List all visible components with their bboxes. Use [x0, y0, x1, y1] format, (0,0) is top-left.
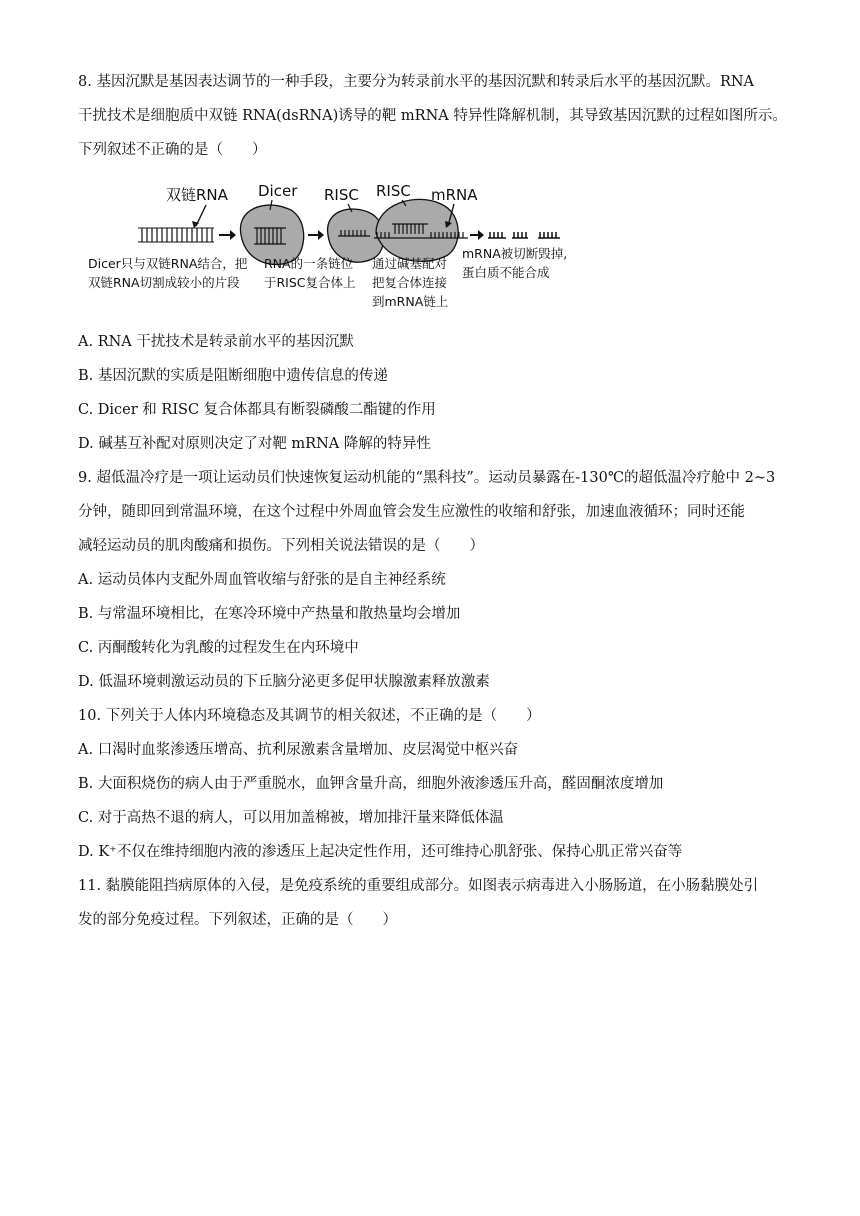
process-arrow-icon	[470, 230, 484, 240]
q10-option-b: B. 大面积烧伤的病人由于严重脱水，血钾含量升高，细胞外液渗透压升高，醛固酮浓度增加	[78, 776, 664, 792]
q11-stem-line2: 发的部分免疫过程。下列叙述，正确的是（ ）	[78, 912, 397, 928]
rnai-process-figure	[86, 178, 586, 318]
q10-option-a: A. 口渴时血浆渗透压增高、抗利尿激素含量增加、皮层渴觉中枢兴奋	[78, 742, 519, 758]
risc-complex-bound	[376, 199, 458, 261]
label-risc-1: RISC	[324, 186, 359, 204]
dsrna-ladder	[138, 228, 214, 242]
caption-risc-line2: 于RISC复合体上	[264, 275, 356, 290]
caption-pairing-line1: 通过碱基配对	[372, 256, 448, 271]
q9-stem-line3: 减轻运动员的肌肉酸痛和损伤。下列相关说法错误的是（ ）	[78, 538, 484, 554]
q9-option-a: A. 运动员体内支配外周血管收缩与舒张的是自主神经系统	[78, 572, 446, 588]
q8-option-c: C. Dicer 和 RISC 复合体都具有断裂磷酸二酯键的作用	[78, 402, 436, 418]
q9-option-b: B. 与常温环境相比，在寒冷环境中产热量和散热量均会增加	[78, 606, 461, 622]
label-dsrna: 双链RNA	[166, 186, 228, 204]
q8-stem-line3: 下列叙述不正确的是（ ）	[78, 142, 267, 158]
label-dicer: Dicer	[258, 182, 298, 200]
q8-option-d: D. 碱基互补配对原则决定了对靶 mRNA 降解的特异性	[78, 436, 431, 452]
process-arrow-icon	[308, 230, 324, 240]
q10-stem: 10. 下列关于人体内环境稳态及其调节的相关叙述，不正确的是（ ）	[78, 708, 541, 724]
caption-pairing-line2: 把复合体连接	[372, 275, 448, 290]
caption-dicer-line2: 双链RNA切割成较小的片段	[88, 275, 240, 290]
caption-risc-line1: RNA的一条链位	[264, 256, 354, 271]
q11-stem-line1: 11. 黏膜能阻挡病原体的入侵，是免疫系统的重要组成部分。如图表示病毒进入小肠肠道，在小肠黏膜处引	[78, 878, 759, 894]
label-mrna: mRNA	[431, 186, 478, 204]
caption-dicer-line1: Dicer只与双链RNA结合，把	[88, 256, 248, 271]
q8-stem-line1: 8. 基因沉默是基因表达调节的一种手段，主要分为转录前水平的基因沉默和转录后水平的基因沉默。RNA	[78, 74, 755, 90]
q9-option-c: C. 丙酮酸转化为乳酸的过程发生在内环境中	[78, 640, 359, 656]
q10-option-d: D. K⁺不仅在维持细胞内液的渗透压上起决定性作用，还可维持心肌舒张、保持心肌正常兴奋等	[78, 844, 683, 860]
q9-option-d: D. 低温环境刺激运动员的下丘脑分泌更多促甲状腺激素释放激素	[78, 674, 490, 690]
q10-option-c: C. 对于高热不退的病人，可以用加盖棉被，增加排汗量来降低体温	[78, 810, 504, 826]
caption-pairing-line3: 到mRNA链上	[372, 294, 449, 309]
q8-option-a: A. RNA 干扰技术是转录前水平的基因沉默	[78, 334, 354, 350]
q9-stem-line1: 9. 超低温冷疗是一项让运动员们快速恢复运动机能的“黑科技”。运动员暴露在-130℃的超低温冷疗舱中 2~3	[78, 470, 776, 486]
label-risc-2: RISC	[376, 182, 411, 200]
process-arrow-icon	[219, 230, 236, 240]
q8-stem-line2: 干扰技术是细胞质中双链 RNA(dsRNA)诱导的靶 mRNA 特异性降解机制，其导致基因沉默的过程如图所示。	[78, 108, 787, 124]
q8-option-b: B. 基因沉默的实质是阻断细胞中遗传信息的传递	[78, 368, 388, 384]
cut-mrna-fragments	[488, 232, 560, 238]
caption-cut-line1: mRNA被切断毁掉,	[462, 246, 568, 261]
q9-stem-line2: 分钟，随即回到常温环境，在这个过程中外周血管会发生应激性的收缩和舒张，加速血液循环；同时还能	[78, 504, 745, 520]
caption-cut-line2: 蛋白质不能合成	[462, 265, 550, 280]
